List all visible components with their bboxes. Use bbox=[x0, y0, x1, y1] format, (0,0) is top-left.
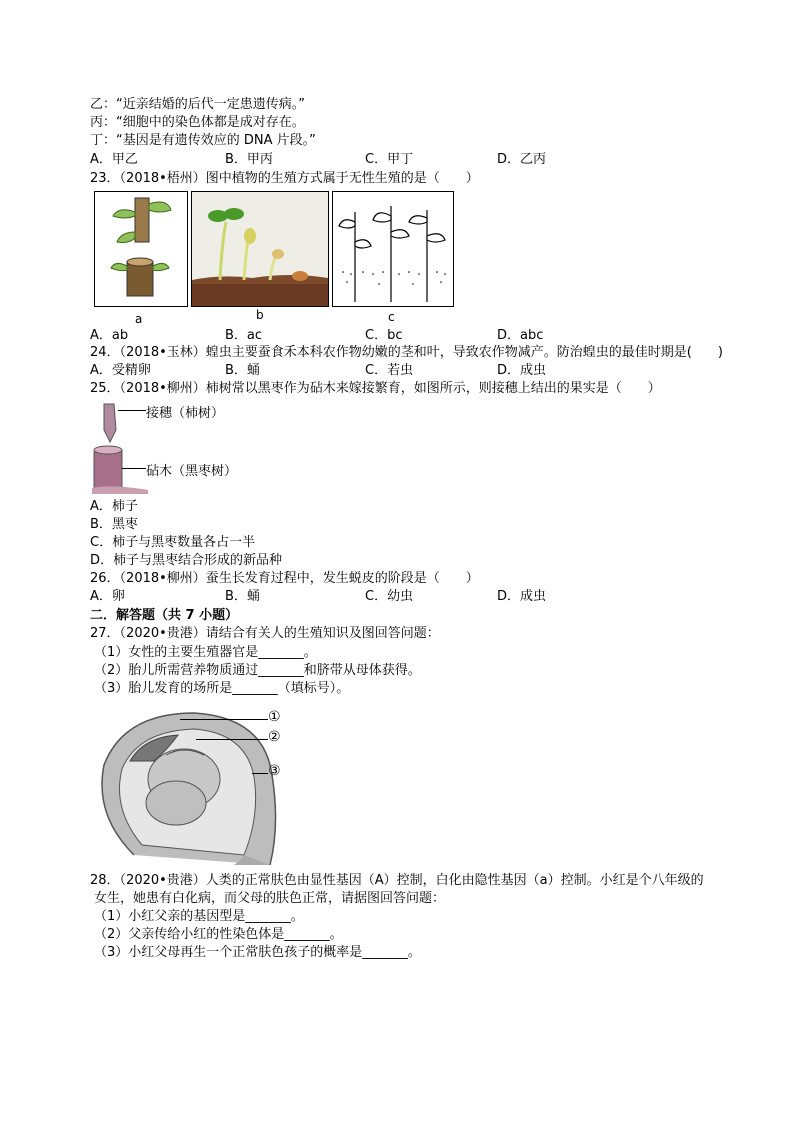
q23-image-a bbox=[94, 191, 188, 307]
q26-option-b: B．蛹 bbox=[225, 589, 260, 604]
q24-option-a: A．受精卵 bbox=[90, 363, 151, 378]
q28-sub-2: （2）父亲传给小红的性染色体是_______。 bbox=[94, 927, 343, 942]
q23-option-c: C．bc bbox=[365, 328, 403, 343]
q25-stem: 25．（2018•柳州）柿树常以黑枣作为砧木来嫁接繁育，如图所示，则接穗上结出的果实是（ ） bbox=[90, 381, 661, 396]
q26-option-d: D．成虫 bbox=[497, 589, 547, 604]
q23-caption-b: b bbox=[256, 308, 264, 322]
q27-fetus-figure bbox=[94, 705, 290, 865]
q26-stem: 26．（2018•柳州）蚕生长发育过程中，发生蜕皮的阶段是（ ） bbox=[90, 571, 479, 586]
statement-ding: 丁：“基因是有遗传效应的 DNA 片段。” bbox=[90, 133, 316, 148]
q28-sub-1: （1）小红父亲的基因型是_______。 bbox=[94, 909, 304, 924]
q24-option-c: C．若虫 bbox=[365, 363, 414, 378]
q22-option-b: B．甲丙 bbox=[225, 152, 273, 167]
statement-bing: 丙：“细胞中的染色体都是成对存在。 bbox=[90, 115, 305, 130]
q27-stem: 27．（2020•贵港）请结合有关人的生殖知识及图回答问题： bbox=[90, 626, 440, 641]
q22-option-a: A．甲乙 bbox=[90, 152, 138, 167]
q23-option-b: B．ac bbox=[225, 328, 263, 343]
q25-scion-leader bbox=[118, 410, 146, 411]
q27-sub-3: （3）胎儿发育的场所是_______（填标号）。 bbox=[94, 681, 350, 696]
q25-label-scion: 接穗（柿树） bbox=[146, 406, 225, 421]
q25-label-stock: 砧木（黑枣树） bbox=[146, 464, 238, 479]
q23-option-d: D．abc bbox=[497, 328, 544, 343]
q23-option-a: A．ab bbox=[90, 328, 129, 343]
q23-caption-a: a bbox=[135, 312, 143, 326]
q24-stem: 24．（2018•玉林）蝗虫主要蚕食禾本科农作物幼嫩的茎和叶，导致农作物减产。防治蝗虫的最佳时期是( ) bbox=[90, 345, 723, 360]
q27-marker-3: ③ bbox=[268, 763, 281, 779]
q26-option-c: C．幼虫 bbox=[365, 589, 414, 604]
q22-option-d: D．乙丙 bbox=[497, 152, 547, 167]
q25-option-d: D．柿子与黑枣结合形成的新品种 bbox=[90, 553, 283, 568]
q27-marker-1-leader bbox=[180, 719, 268, 720]
q24-option-d: D．成虫 bbox=[497, 363, 547, 378]
q22-option-c: C．甲丁 bbox=[365, 152, 414, 167]
q26-option-a: A．卵 bbox=[90, 589, 125, 604]
q27-sub-1: （1）女性的主要生殖器官是_______。 bbox=[94, 645, 317, 660]
q23-image-c bbox=[332, 191, 454, 307]
q25-option-c: C．柿子与黑枣数量各占一半 bbox=[90, 535, 256, 550]
q24-option-b: B．蛹 bbox=[225, 363, 260, 378]
q23-image-b bbox=[191, 191, 329, 307]
q28-stem-line2: 女生，她患有白化病，而父母的肤色正常，请据图回答问题： bbox=[94, 891, 446, 906]
q25-option-a: A．柿子 bbox=[90, 499, 138, 514]
q23-caption-c: c bbox=[388, 310, 395, 324]
q27-sub-2: （2）胎儿所需营养物质通过_______和脐带从母体获得。 bbox=[94, 663, 421, 678]
q23-stem: 23．（2018•梧州）图中植物的生殖方式属于无性生殖的是（ ） bbox=[90, 171, 479, 186]
q27-marker-3-leader bbox=[252, 773, 268, 774]
q27-marker-2-leader bbox=[196, 739, 268, 740]
q28-stem-line1: 28．（2020•贵港）人类的正常肤色由显性基因（A）控制，白化由隐性基因（a）控制。小红是个八年级的 bbox=[90, 873, 704, 888]
q28-sub-3: （3）小红父母再生一个正常肤色孩子的概率是_______。 bbox=[94, 945, 421, 960]
q27-marker-2: ② bbox=[268, 729, 281, 745]
q25-stock-leader bbox=[122, 468, 146, 469]
q27-marker-1: ① bbox=[268, 709, 281, 725]
statement-yi: 乙：“近亲结婚的后代一定患遗传病。” bbox=[90, 97, 305, 112]
section-heading: 二．解答题（共 7 小题） bbox=[90, 608, 239, 623]
q25-grafting-figure bbox=[92, 400, 152, 495]
q25-option-b: B．黑枣 bbox=[90, 517, 138, 532]
